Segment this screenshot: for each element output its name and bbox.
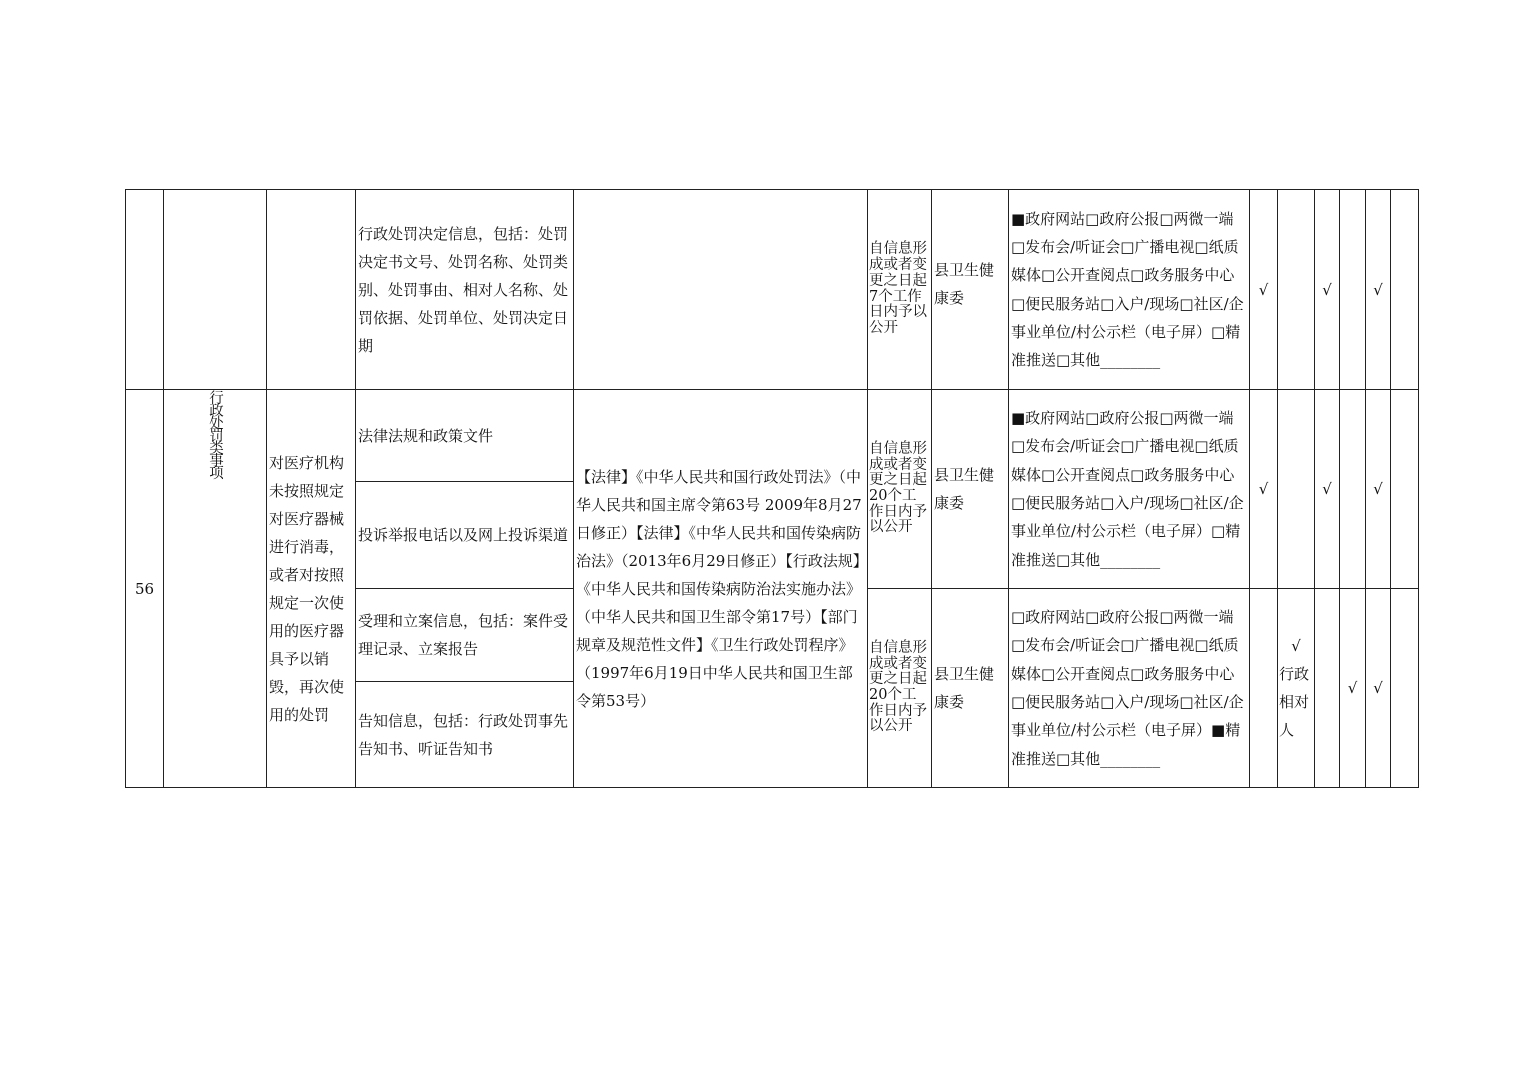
item-name-cell: 对医疗机构未按照规定对医疗器械进行消毒，或者对按照规定一次使用的医疗器具予以销毁，再次使用的处罚 [267, 390, 356, 788]
check-cell-6 [1391, 589, 1419, 788]
category-label: 行政处罚类事项 [207, 390, 223, 478]
basis-cell [574, 190, 868, 390]
check-cell-1: √ [1250, 390, 1278, 589]
check-cell-3: √ [1315, 390, 1340, 589]
item-name-cell [267, 190, 356, 390]
check-cell-5: √ [1366, 390, 1391, 589]
check-cell-4: √ [1340, 589, 1366, 788]
content-cell: 法律法规和政策文件 [356, 390, 574, 482]
deadline-cell: 自信息形成或者变更之日起20个工作日内予以公开 [868, 589, 932, 788]
channels-cell: ■政府网站□政府公报□两微一端□发布会/听证会□广播电视□纸质媒体□公开查阅点□政务服务中心□便民服务站□入户/现场□社区/企事业单位/村公示栏（电子屏）□精准推送□其他________ [1009, 190, 1250, 390]
check-cell-1 [1250, 589, 1278, 788]
check-cell-4 [1340, 190, 1366, 390]
table-row [126, 190, 1419, 390]
content-cell: 受理和立案信息，包括：案件受理记录、立案报告 [356, 589, 574, 682]
category-cell [164, 390, 267, 788]
check-cell-6 [1391, 190, 1419, 390]
deadline-cell: 自信息形成或者变更之日起20个工作日内予以公开 [868, 390, 932, 589]
disclosure-table [125, 189, 1419, 788]
check-cell-5: √ [1366, 190, 1391, 390]
table-row [126, 390, 1419, 482]
channels-cell: □政府网站□政府公报□两微一端□发布会/听证会□广播电视□纸质媒体□公开查阅点□政务服务中心□便民服务站□入户/现场□社区/企事业单位/村公示栏（电子屏）■精准推送□其他________ [1009, 589, 1250, 788]
check-cell-1: √ [1250, 190, 1278, 390]
check-cell-2 [1278, 589, 1315, 788]
channels-cell: ■政府网站□政府公报□两微一端□发布会/听证会□广播电视□纸质媒体□公开查阅点□政务服务中心□便民服务站□入户/现场□社区/企事业单位/村公示栏（电子屏）□精准推送□其他________ [1009, 390, 1250, 589]
deadline-cell: 自信息形成或者变更之日起7个工作日内予以公开 [868, 190, 932, 390]
agency-cell: 县卫生健康委 [932, 589, 1009, 788]
item-number: 56 [126, 390, 164, 788]
check-cell-6 [1391, 390, 1419, 589]
check-cell-2 [1278, 390, 1315, 589]
check-cell-2 [1278, 190, 1315, 390]
content-cell: 投诉举报电话以及网上投诉渠道 [356, 482, 574, 589]
number-cell [126, 190, 164, 390]
relative-party-label: 行政相对人 [1279, 665, 1310, 739]
agency-cell: 县卫生健康委 [932, 390, 1009, 589]
check-cell-4 [1340, 390, 1366, 589]
category-cell [164, 190, 267, 390]
check-mark: √ [1291, 637, 1301, 655]
content-cell: 行政处罚决定信息，包括：处罚决定书文号、处罚名称、处罚类别、处罚事由、相对人名称、处罚依据、处罚单位、处罚决定日期 [356, 190, 574, 390]
agency-cell: 县卫生健康委 [932, 190, 1009, 390]
check-cell-3 [1315, 589, 1340, 788]
check-cell-3: √ [1315, 190, 1340, 390]
content-cell: 告知信息，包括：行政处罚事先告知书、听证告知书 [356, 682, 574, 788]
basis-cell: 【法律】《中华人民共和国行政处罚法》（中华人民共和国主席令第63号 2009年8月27日修正）【法律】《中华人民共和国传染病防治法》（2013年6月29日修正）【行政法规】《中华人民共和国传染病防治法实施办法》（中华人民共和国卫生部令第17号）【部门规章及规范性文件】《卫生行政处罚程序》（1997年6月19日中华人民共和国卫生部令第53号） [574, 390, 868, 788]
check-cell-5: √ [1366, 589, 1391, 788]
